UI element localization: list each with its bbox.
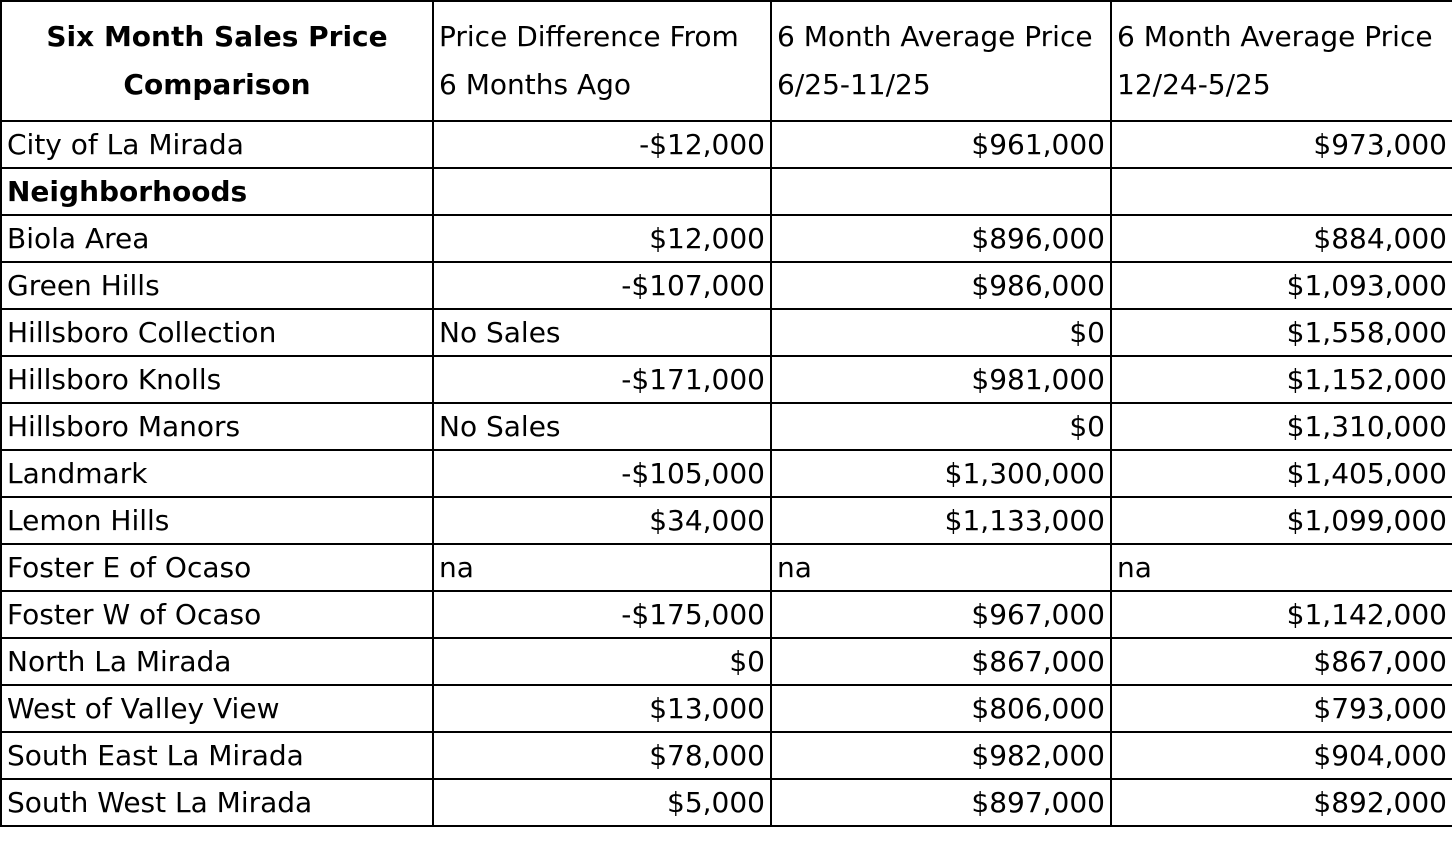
header-avg-recent: 6 Month Average Price 6/25-11/25 <box>771 1 1111 121</box>
avg-prior-cell: na <box>1111 544 1452 591</box>
table-row <box>1 638 1452 685</box>
neighborhood-name-cell: Hillsboro Manors <box>1 403 433 450</box>
avg-prior-cell: $884,000 <box>1111 215 1452 262</box>
price-difference-cell: na <box>433 544 771 591</box>
price-difference-cell: -$175,000 <box>433 591 771 638</box>
neighborhood-name-cell: Green Hills <box>1 262 433 309</box>
avg-recent-cell: $806,000 <box>771 685 1111 732</box>
neighborhood-name-cell: West of Valley View <box>1 685 433 732</box>
avg-recent-cell: $0 <box>771 309 1111 356</box>
avg-prior-cell: $1,099,000 <box>1111 497 1452 544</box>
avg-prior-cell: $973,000 <box>1111 121 1452 168</box>
price-difference-cell: -$105,000 <box>433 450 771 497</box>
avg-recent-cell: $867,000 <box>771 638 1111 685</box>
avg-prior-cell <box>1111 168 1452 215</box>
table-body <box>1 121 1452 826</box>
table-row <box>1 779 1452 826</box>
section-heading-cell: Neighborhoods <box>1 168 433 215</box>
price-difference-cell: -$171,000 <box>433 356 771 403</box>
table-row <box>1 685 1452 732</box>
table-row <box>1 403 1452 450</box>
table-row <box>1 121 1452 168</box>
avg-prior-cell: $867,000 <box>1111 638 1452 685</box>
avg-recent-cell: $0 <box>771 403 1111 450</box>
avg-recent-cell: $982,000 <box>771 732 1111 779</box>
price-difference-cell: $5,000 <box>433 779 771 826</box>
avg-recent-cell: $967,000 <box>771 591 1111 638</box>
price-difference-cell: No Sales <box>433 309 771 356</box>
avg-prior-cell: $904,000 <box>1111 732 1452 779</box>
neighborhood-name-cell: Hillsboro Collection <box>1 309 433 356</box>
price-difference-cell: $12,000 <box>433 215 771 262</box>
table-row <box>1 450 1452 497</box>
table-row <box>1 309 1452 356</box>
avg-recent-cell: $986,000 <box>771 262 1111 309</box>
header-comparison: Six Month Sales Price Comparison <box>1 1 433 121</box>
neighborhood-name-cell: South East La Mirada <box>1 732 433 779</box>
avg-prior-cell: $1,142,000 <box>1111 591 1452 638</box>
neighborhood-name-cell: North La Mirada <box>1 638 433 685</box>
avg-prior-cell: $793,000 <box>1111 685 1452 732</box>
avg-prior-cell: $892,000 <box>1111 779 1452 826</box>
neighborhood-name-cell: Foster W of Ocaso <box>1 591 433 638</box>
neighborhood-name-cell: Landmark <box>1 450 433 497</box>
price-difference-cell <box>433 168 771 215</box>
table-row <box>1 732 1452 779</box>
neighborhood-name-cell: South West La Mirada <box>1 779 433 826</box>
price-difference-cell: -$12,000 <box>433 121 771 168</box>
neighborhood-name-cell: Biola Area <box>1 215 433 262</box>
avg-recent-cell: na <box>771 544 1111 591</box>
neighborhood-name-cell: Foster E of Ocaso <box>1 544 433 591</box>
price-difference-cell: $78,000 <box>433 732 771 779</box>
table-row <box>1 215 1452 262</box>
header-row <box>1 1 1452 121</box>
avg-prior-cell: $1,558,000 <box>1111 309 1452 356</box>
table-row <box>1 591 1452 638</box>
header-price-difference: Price Difference From 6 Months Ago <box>433 1 771 121</box>
avg-prior-cell: $1,405,000 <box>1111 450 1452 497</box>
avg-recent-cell: $896,000 <box>771 215 1111 262</box>
avg-prior-cell: $1,310,000 <box>1111 403 1452 450</box>
table-row <box>1 262 1452 309</box>
table-row <box>1 356 1452 403</box>
table-row <box>1 168 1452 215</box>
avg-prior-cell: $1,093,000 <box>1111 262 1452 309</box>
price-difference-cell: $0 <box>433 638 771 685</box>
avg-recent-cell: $1,133,000 <box>771 497 1111 544</box>
table-row <box>1 497 1452 544</box>
avg-recent-cell: $1,300,000 <box>771 450 1111 497</box>
avg-recent-cell: $961,000 <box>771 121 1111 168</box>
table-row <box>1 544 1452 591</box>
header-avg-prior: 6 Month Average Price 12/24-5/25 <box>1111 1 1452 121</box>
avg-recent-cell: $981,000 <box>771 356 1111 403</box>
price-difference-cell: $13,000 <box>433 685 771 732</box>
neighborhood-name-cell: Hillsboro Knolls <box>1 356 433 403</box>
neighborhood-name-cell: Lemon Hills <box>1 497 433 544</box>
avg-prior-cell: $1,152,000 <box>1111 356 1452 403</box>
price-difference-cell: $34,000 <box>433 497 771 544</box>
price-difference-cell: No Sales <box>433 403 771 450</box>
neighborhood-name-cell: City of La Mirada <box>1 121 433 168</box>
avg-recent-cell: $897,000 <box>771 779 1111 826</box>
price-difference-cell: -$107,000 <box>433 262 771 309</box>
avg-recent-cell <box>771 168 1111 215</box>
